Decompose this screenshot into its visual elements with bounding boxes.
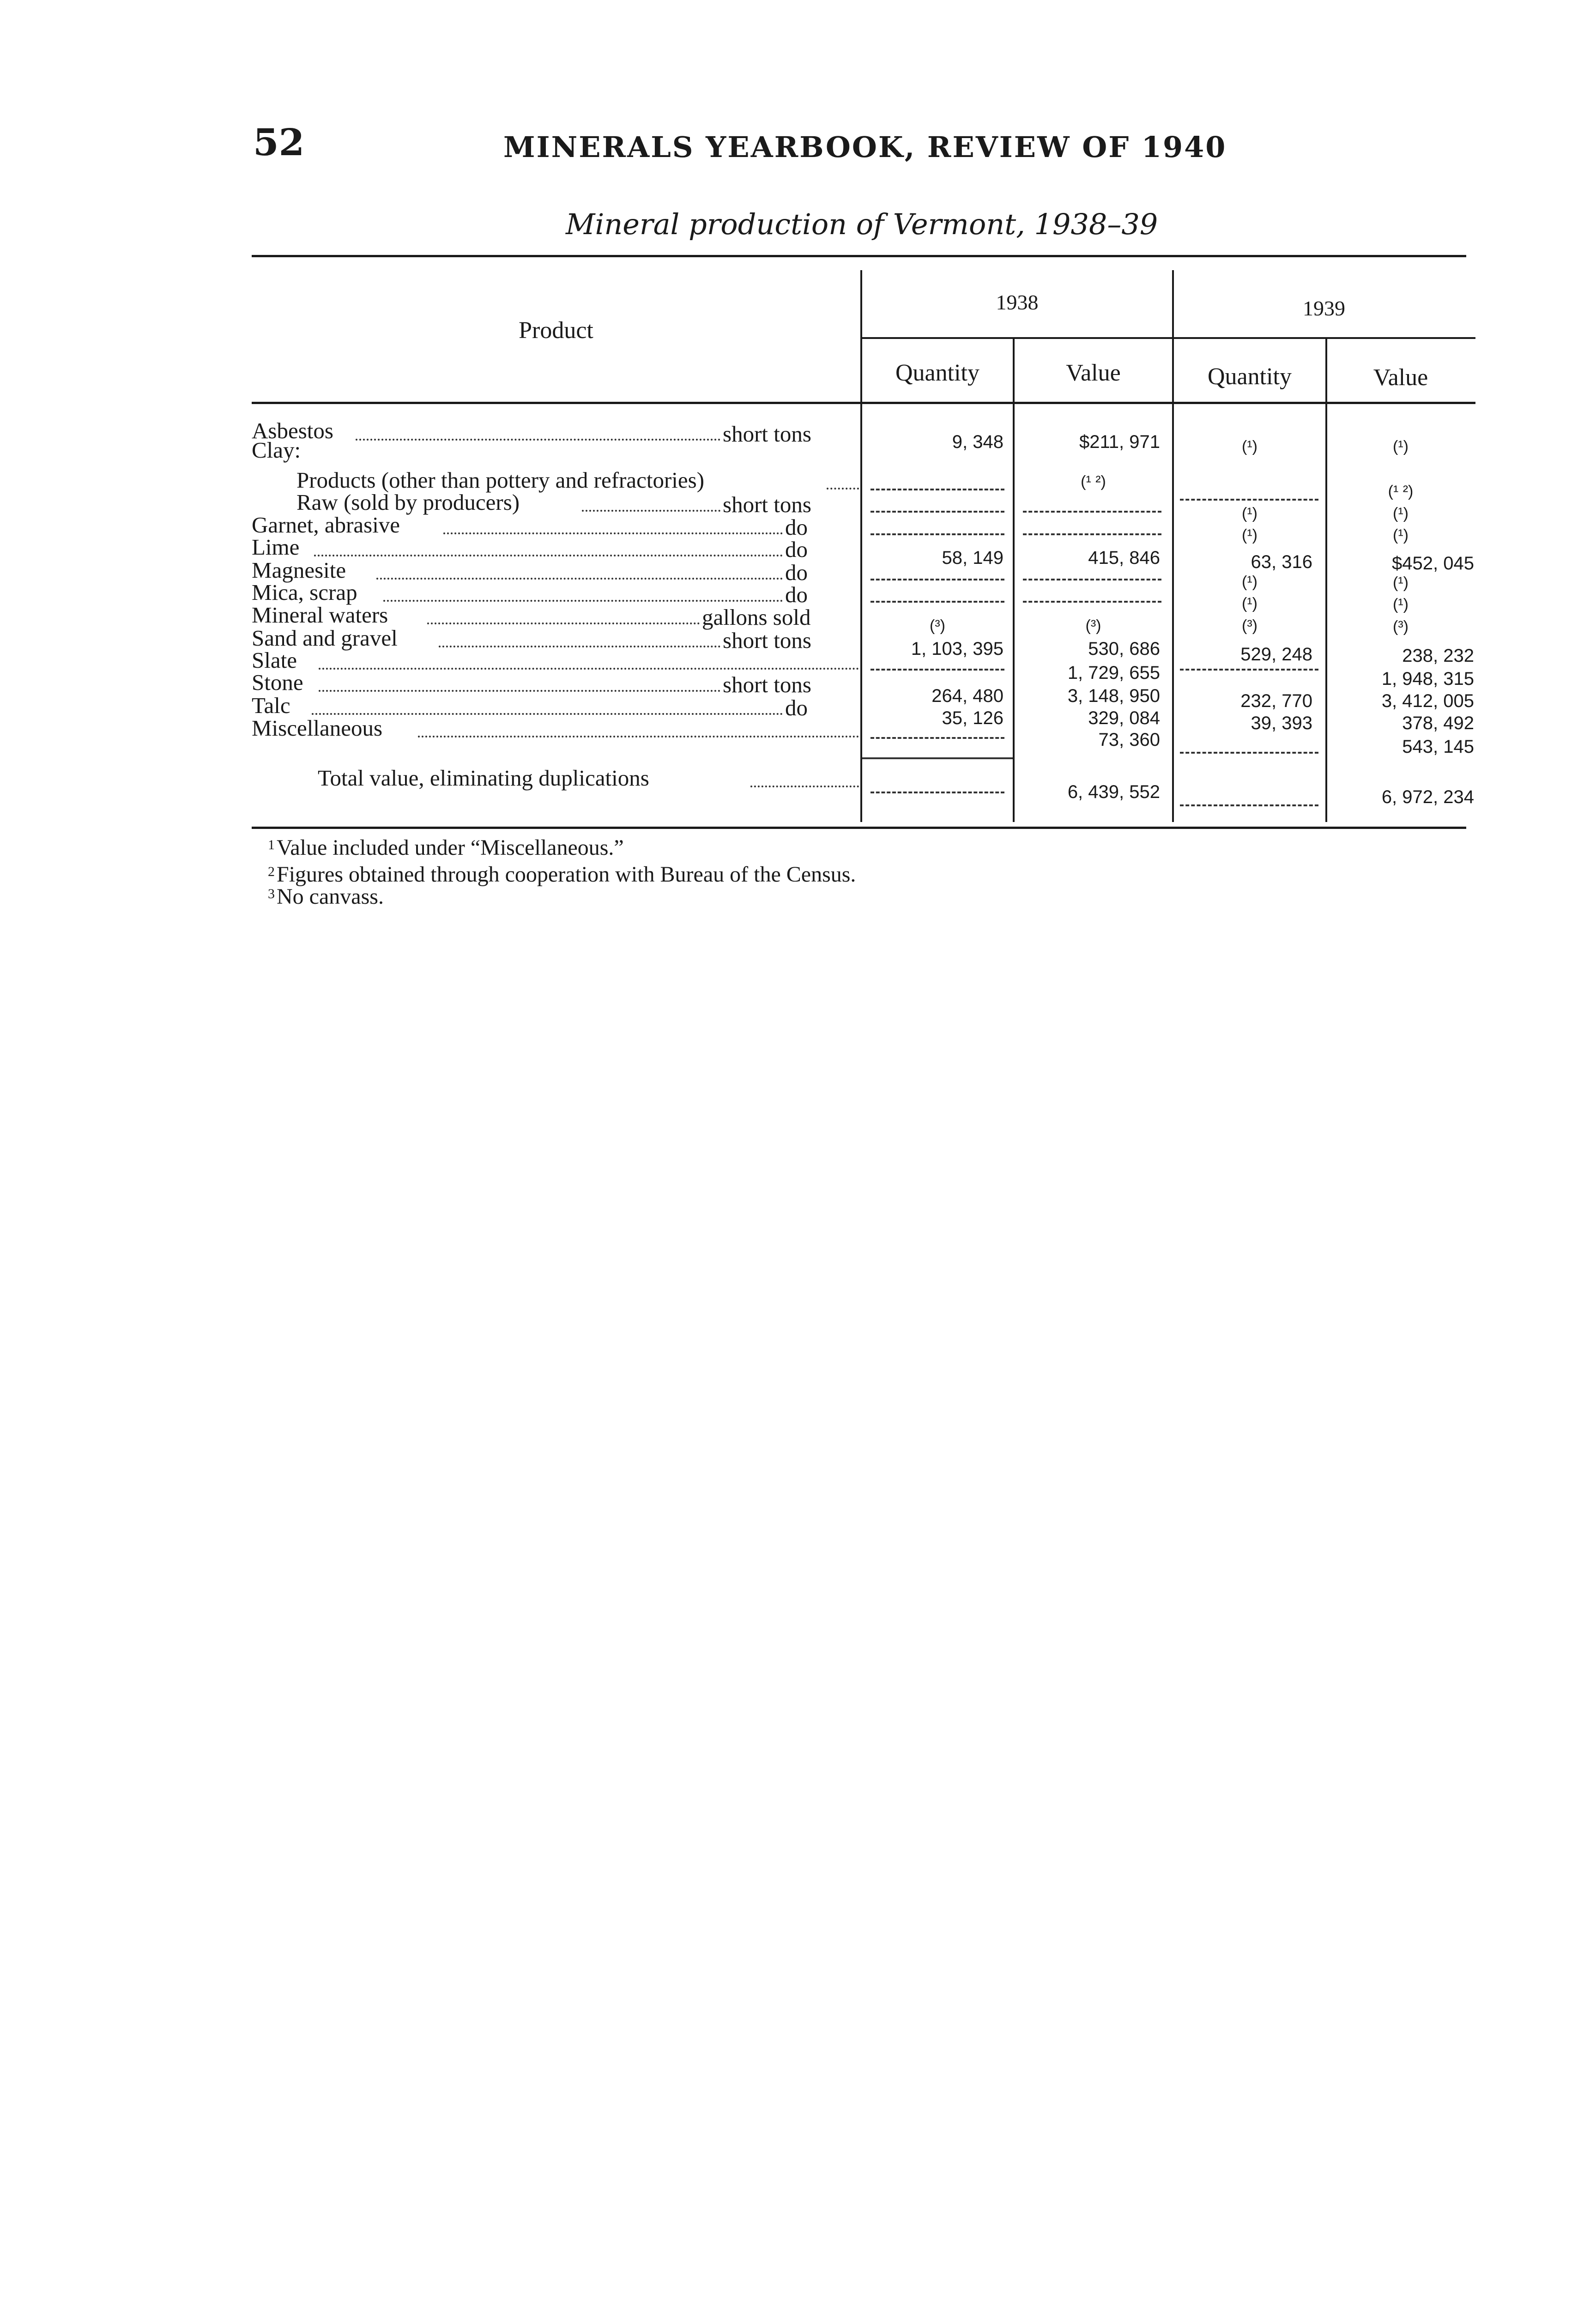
unit-text: do	[785, 695, 808, 720]
dot-leader	[439, 646, 720, 647]
empty-cell-dash	[1180, 804, 1318, 806]
cell-value: 530, 686	[1088, 639, 1160, 659]
empty-cell-dash	[1023, 533, 1161, 535]
quantity-1938-header: Quantity	[895, 360, 979, 386]
dot-leader	[443, 532, 783, 534]
dot-leader	[827, 488, 859, 490]
cell-value: 543, 145	[1402, 737, 1474, 757]
value-1939-header: Value	[1373, 364, 1428, 391]
empty-cell-dash	[1180, 752, 1318, 754]
cell-value: 35, 126	[942, 708, 1004, 728]
cell-value: 415, 846	[1088, 548, 1160, 568]
cell-value: (¹)	[1242, 595, 1257, 612]
row-label-clay-products: Products (other than pottery and refractories)	[296, 467, 705, 493]
footnote-text: Value included under “Miscellaneous.”	[277, 835, 624, 860]
cell-value: (¹ ²)	[1081, 473, 1106, 490]
footnote-text: No canvass.	[277, 884, 384, 909]
cell-value: (¹)	[1242, 505, 1257, 522]
cell-value: (³)	[930, 617, 945, 635]
cell-value: 9, 348	[952, 432, 1004, 452]
running-head: MINERALS YEARBOOK, REVIEW OF 1940	[503, 130, 1227, 164]
footnote	[268, 864, 856, 886]
cell-value: 58, 149	[942, 548, 1004, 568]
dot-leader	[750, 786, 859, 787]
cell-value: $211, 971	[1079, 432, 1160, 452]
year-1939-header: 1939	[1303, 296, 1345, 320]
footnote-mark: 3	[268, 886, 275, 901]
total-value-1938: 6, 439, 552	[1067, 782, 1160, 802]
empty-cell-dash	[871, 669, 1004, 671]
cell-value: 3, 412, 005	[1381, 691, 1474, 711]
cell-value: 39, 393	[1251, 713, 1312, 733]
row-label-clay: Clay:	[252, 437, 301, 463]
footnote-text: Figures obtained through cooperation with Bureau of the Census.	[277, 862, 856, 887]
empty-cell-dash	[871, 601, 1004, 603]
row-label-talc: Talc	[252, 693, 290, 718]
row-label-asbestos: Asbestos	[252, 418, 333, 443]
empty-cell-dash	[1180, 499, 1318, 501]
value-1938-header: Value	[1066, 360, 1121, 386]
dot-leader	[319, 690, 720, 692]
cell-value: (¹)	[1393, 505, 1409, 522]
unit-text: short tons	[723, 672, 811, 697]
cell-value: 329, 084	[1088, 708, 1160, 728]
unit-text: short tons	[723, 492, 811, 517]
row-label-stone: Stone	[252, 670, 303, 695]
unit-text: do	[785, 537, 808, 562]
cell-value: 73, 360	[1098, 730, 1160, 750]
bottom-rule	[252, 827, 1466, 829]
column-divider	[1013, 337, 1015, 822]
cell-value: 63, 316	[1251, 552, 1312, 572]
dot-leader	[376, 578, 783, 580]
empty-cell-dash	[1023, 579, 1161, 580]
total-cell-rule	[862, 757, 1013, 759]
unit-text: short tons	[723, 421, 811, 447]
quantity-1939-header: Quantity	[1208, 363, 1292, 390]
unit-text: do	[785, 514, 808, 540]
cell-value: 232, 770	[1240, 691, 1312, 711]
row-label-mineral-waters: Mineral waters	[252, 602, 388, 628]
footnote	[268, 886, 384, 908]
cell-value: (³)	[1085, 617, 1101, 635]
row-label-sand-gravel: Sand and gravel	[252, 625, 398, 651]
empty-cell-dash	[871, 533, 1004, 535]
cell-value: (¹)	[1242, 573, 1257, 591]
cell-value: 1, 948, 315	[1381, 669, 1474, 689]
cell-value: 3, 148, 950	[1067, 686, 1160, 706]
empty-cell-dash	[871, 511, 1004, 513]
cell-value: 1, 103, 395	[911, 639, 1004, 659]
dot-leader	[314, 555, 783, 556]
cell-value: 529, 248	[1240, 644, 1312, 665]
total-label: Total value, eliminating duplications	[318, 765, 649, 791]
cell-value: 264, 480	[931, 686, 1004, 706]
unit-text: gallons sold	[702, 604, 811, 630]
top-rule	[252, 255, 1466, 257]
unit-text: do	[785, 560, 808, 585]
row-label-magnesite: Magnesite	[252, 557, 346, 583]
empty-cell-dash	[871, 579, 1004, 580]
empty-cell-dash	[871, 737, 1004, 739]
unit-text: short tons	[723, 628, 811, 653]
cell-value: (³)	[1393, 618, 1409, 635]
product-header: Product	[519, 317, 593, 344]
cell-value: (³)	[1242, 617, 1257, 635]
row-label-garnet: Garnet, abrasive	[252, 512, 400, 538]
row-label-miscellaneous: Miscellaneous	[252, 715, 383, 741]
row-label-mica: Mica, scrap	[252, 580, 357, 605]
dot-leader	[582, 510, 720, 512]
page-number: 52	[253, 121, 305, 164]
column-divider	[860, 270, 862, 822]
dot-leader	[418, 736, 859, 737]
row-label-slate: Slate	[252, 647, 297, 673]
cell-value: (¹)	[1393, 438, 1409, 455]
dot-leader	[312, 713, 783, 715]
dot-leader	[319, 668, 859, 670]
cell-value: (¹)	[1393, 574, 1409, 592]
empty-cell-dash	[1023, 511, 1161, 513]
column-divider	[1172, 270, 1174, 822]
footnote-mark: 2	[268, 864, 275, 879]
footnote	[268, 837, 624, 859]
cell-value: 1, 729, 655	[1067, 663, 1160, 683]
cell-value: (¹ ²)	[1388, 483, 1414, 500]
cell-value: (¹)	[1393, 596, 1409, 613]
total-value-1939: 6, 972, 234	[1381, 787, 1474, 807]
empty-cell-dash	[871, 792, 1004, 793]
dot-leader	[383, 600, 783, 602]
cell-value: (¹)	[1242, 438, 1257, 455]
cell-value: (¹)	[1393, 526, 1409, 544]
year-rule	[860, 337, 1475, 339]
empty-cell-dash	[871, 489, 1004, 490]
cell-value: (¹)	[1242, 526, 1257, 544]
cell-value: $452, 045	[1392, 553, 1474, 574]
dot-leader	[356, 439, 720, 441]
footnote-mark: 1	[268, 837, 275, 852]
row-label-lime: Lime	[252, 534, 300, 560]
unit-text: do	[785, 582, 808, 607]
row-label-clay-raw: Raw (sold by producers)	[296, 490, 520, 515]
empty-cell-dash	[1180, 669, 1318, 671]
cell-value: 378, 492	[1402, 713, 1474, 733]
header-bottom-rule	[252, 402, 1475, 404]
empty-cell-dash	[1023, 601, 1161, 603]
year-1938-header: 1938	[996, 290, 1039, 314]
cell-value: 238, 232	[1402, 646, 1474, 666]
dot-leader	[427, 623, 700, 624]
table-title: Mineral production of Vermont, 1938–39	[566, 207, 1158, 241]
